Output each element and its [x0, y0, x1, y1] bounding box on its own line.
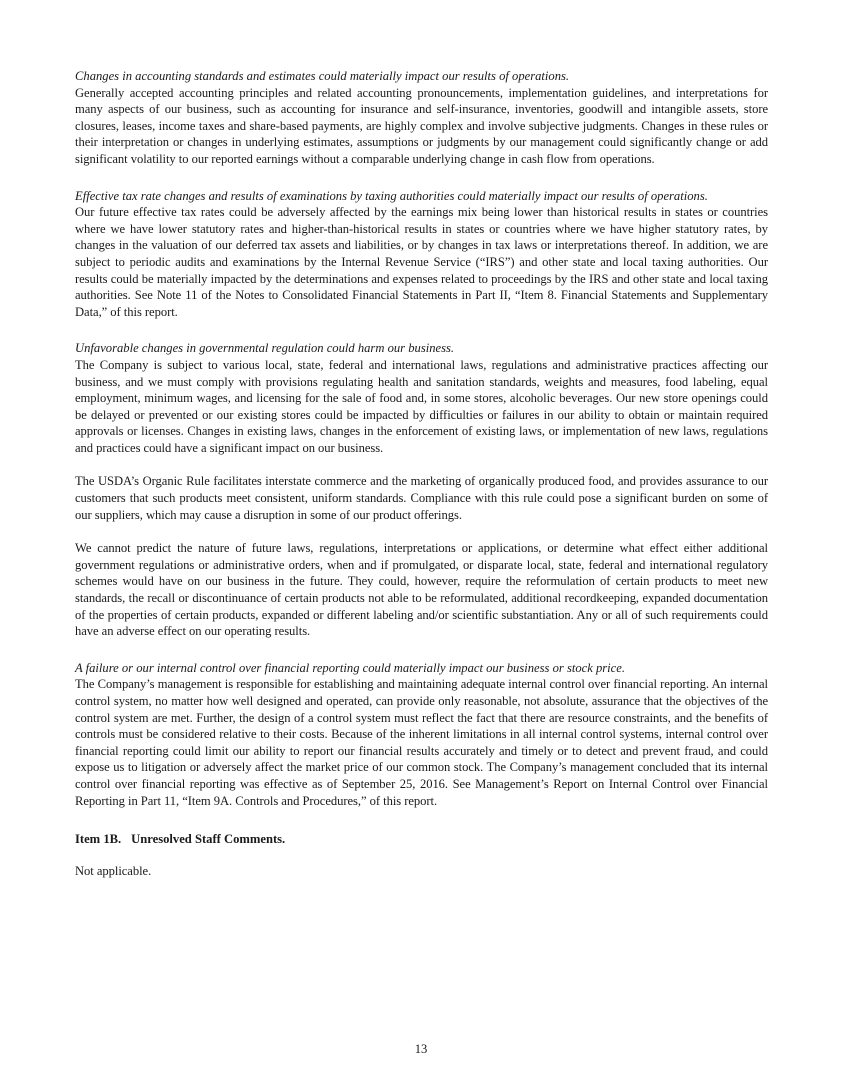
- section-heading: A failure or our internal control over financial reporting could materially impact our business or stock price.: [75, 660, 625, 675]
- section-heading: Unfavorable changes in governmental regulation could harm our business.: [75, 341, 455, 356]
- item-heading: [75, 831, 768, 848]
- item-body: Not applicable.: [75, 863, 152, 878]
- section-paragraph: We cannot predict the nature of future laws, regulations, interpretations or applications, or determine what effect either additional government regulations or administrative orders, when and if promulgated, or disparate local, state, federal and international regulatory schemes would have on our business in the future. They could, however, require the reformulation of certain products to meet new standards, the recall or discontinuance of certain products not able to be reformulated, additional recordkeeping, expanded documentation of the properties of certain products, expanded or different labeling and/or scientific substantiation. Any or all of such requirements could have an adverse effect on our operating results.: [75, 541, 768, 639]
- section-heading: Changes in accounting standards and estimates could materially impact our results of operations.: [75, 69, 570, 83]
- section-paragraph: The Company’s management is responsible for establishing and maintaining adequate internal control over financial reporting. An internal control system, no matter how well designed and operated, can provide only reasonable, not absolute, assurance that the objectives of the control system are met. Further, the design of a control system must reflect the fact that there are resource constraints, and the benefits of controls must be considered relative to their costs. Because of the inherent limitations in all internal control systems, internal control over financial reporting could limit our ability to report our financial results accurately and timely or to detect and prevent fraud, and could expose us to litigation or adversely affect the market price of our common stock. The Company’s management concluded that its internal control over financial reporting was effective as of September 25, 2016. See Management’s Report on Internal Control over Financial Reporting in Part 11, “Item 9A. Controls and Procedures,” of this report.: [75, 677, 768, 808]
- item-number: Item 1B.: [75, 832, 122, 847]
- document-page: [75, 68, 768, 879]
- section-paragraph: The Company is subject to various local, state, federal and international laws, regulations and administrative practices affecting our business, and we must comply with provisions regulating health and sanitation standards, weights and measures, food labeling, equal employment, minimum wages, and licensing for the sale of food and, in some stores, alcoholic beverages. Our new store openings could be delayed or prevented or our existing stores could be impacted by difficulties or failures in our ability to obtain or maintain required approvals or licenses. Changes in existing laws, changes in the enforcement of existing laws, or implementation of new laws, regulations and practices could have a significant impact on our business.: [75, 357, 768, 455]
- item-title: Unresolved Staff Comments.: [131, 832, 286, 847]
- section-effective-tax-rate: [75, 188, 768, 321]
- section-governmental-regulation: [75, 340, 768, 640]
- page-number: 13: [414, 1042, 428, 1056]
- section-paragraph: Our future effective tax rates could be adversely affected by the earnings mix being lower than historical results in states or countries where we have lower statutory rates and higher-than-historical results in states or countries where we have higher statutory rates, by changes in the valuation of our deferred tax assets and liabilities, or by changes in tax laws or interpretations thereof. In addition, we are subject to periodic audits and examinations by the Internal Revenue Service (“IRS”) and other state and local taxing authorities. Our results could be materially impacted by the determinations and expenses related to proceedings by the IRS and other state and local taxing authorities. See Note 11 of the Notes to Consolidated Financial Statements in Part II, “Item 8. Financial Statements and Supplementary Data,” of this report.: [75, 205, 768, 319]
- section-paragraph: Generally accepted accounting principles and related accounting pronouncements, implementation guidelines, and interpretations for many aspects of our business, such as accounting for insurance and self-insurance, inventories, goodwill and intangible assets, store closures, leases, income taxes and share-based payments, are highly complex and involve subjective judgments. Changes in these rules or their interpretation or changes in underlying estimates, assumptions or judgments by our management could significantly change or add significant volatility to our reported earnings without a comparable underlying change in cash flow from operations.: [75, 85, 768, 166]
- section-heading: Effective tax rate changes and results of examinations by taxing authorities could materially impact our results of operations.: [75, 188, 708, 203]
- section-internal-control: [75, 660, 768, 809]
- section-accounting-standards: [75, 68, 768, 168]
- section-paragraph: The USDA’s Organic Rule facilitates interstate commerce and the marketing of organically produced food, and provides assurance to our customers that such products meet consistent, uniform standards. Compliance with this rule could pose a significant burden on some of our suppliers, which may cause a disruption in some of our product offerings.: [75, 474, 768, 522]
